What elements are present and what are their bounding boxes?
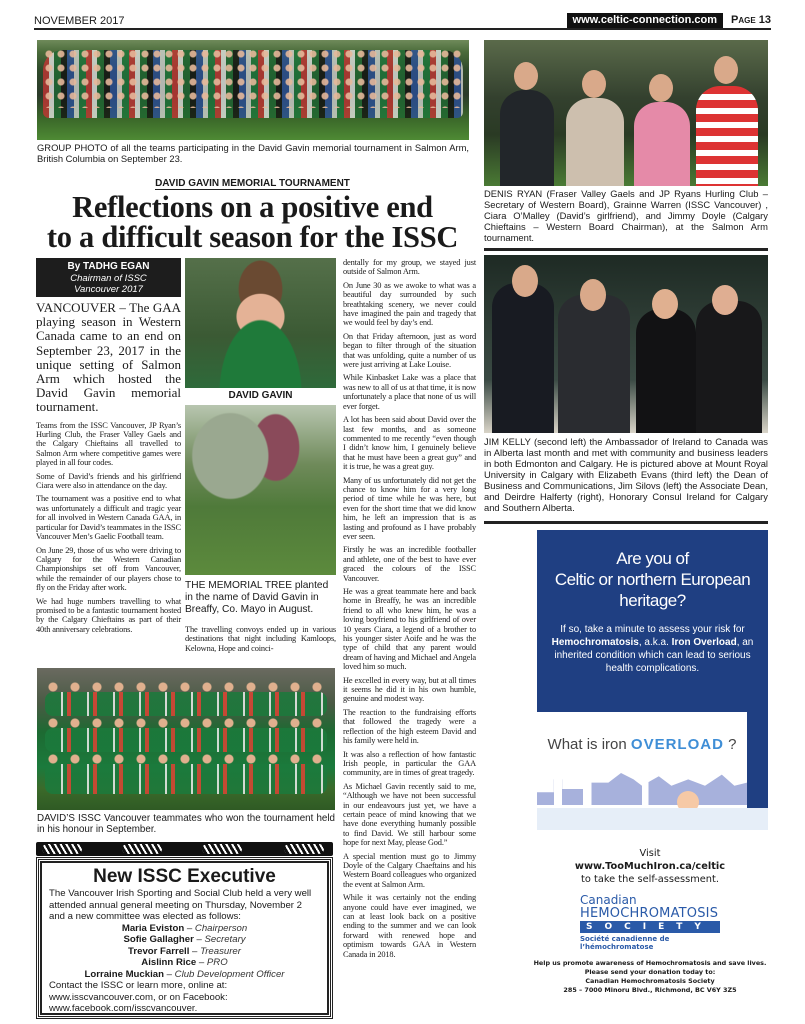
question-mark: ?	[728, 736, 737, 753]
issue-date: NOVEMBER 2017	[34, 15, 125, 27]
person-figure	[492, 283, 554, 433]
front-row-jerseys	[45, 764, 327, 794]
memorial-tree-photo	[185, 405, 336, 575]
visit-block	[530, 847, 770, 886]
article-paragraph: Firstly he was an incredible footballer and athlete, one of the best to have ever graced the colours of the ISSC Vancouver.	[343, 545, 476, 583]
advert-ground	[537, 808, 768, 830]
back-row-jerseys	[45, 692, 327, 716]
advert-text: , a.k.a.	[638, 637, 672, 648]
dash: –	[186, 922, 193, 934]
article-paragraph: While Kinbasket Lake was a place that was new to all of us at that time, it is now unfortunately a place that none of us will ever forget.	[343, 373, 476, 411]
celtic-knot-icon	[202, 844, 242, 854]
member-role: Treasurer	[200, 945, 241, 957]
article-paragraph: A lot has been said about David over the last few months, and as someone commented to me recently “even though I didn’t know him, I genuinely believe that he must have been a great guy” and it is true, he was a great guy.	[343, 415, 476, 472]
donation-line: Help us promote awareness of Hemochromatosis and save lives.	[533, 959, 767, 967]
member-role: Chairperson	[194, 922, 248, 934]
visit-post: to take the self-assessment.	[581, 874, 719, 885]
city-skyline-icon	[537, 773, 747, 805]
team-caption: DAVID’S ISSC Vancouver teammates who won the tournament held in his honour in September.	[37, 813, 335, 835]
four-people-photo	[484, 40, 768, 186]
page-number: Page 13	[731, 14, 771, 26]
byline-role: Vancouver 2017	[74, 284, 143, 295]
article-column-3	[343, 258, 476, 963]
article-column-1	[36, 301, 181, 638]
advert-body	[537, 623, 768, 675]
article-paragraph: He excelled in every way, but at all times it seems he did it in his own humble, genuine and modest way.	[343, 675, 476, 704]
person-head	[582, 70, 606, 98]
masthead	[34, 14, 771, 30]
member-role: Secretary	[204, 934, 246, 945]
article-paragraph: dentally for my group, we stayed just outside of Salmon Arm.	[343, 258, 476, 277]
executive-member	[49, 923, 320, 935]
dash: –	[166, 968, 172, 980]
heads-front-row	[47, 754, 325, 764]
advert-bold: Iron Overload	[671, 637, 737, 648]
executive-intro: The Vancouver Irish Sporting and Social Club held a very well attended annual general meeting on Thursday, November 2 and a new committee was elected as follows:	[49, 888, 312, 922]
donation-info	[530, 959, 770, 995]
logo-text: Société canadienne de l’hémochromatose	[580, 935, 670, 951]
person-head	[714, 56, 738, 84]
person-head	[712, 285, 738, 315]
person-head	[514, 62, 538, 90]
david-gavin-portrait	[185, 258, 336, 388]
dash: –	[192, 945, 198, 957]
four-people-caption: DENIS RYAN (Fraser Valley Gaels and JP Ryans Hurling Club – Secretary of Western Board), Grainne Warren (ISSC Vancouver) , Ciara O’Malley (David’s girlfriend), and Jimmy Doyle (Calgary Chieftains – Western Board Chairman), at the Salmon Arm tournament.	[484, 188, 768, 243]
article-paragraph: Many of us unfortunately did not get the chance to know him for a very long period of time while he was here, but even for the short time that we did know him, he left an impression that is as lasting and profound as I have probably ever seen.	[343, 475, 476, 541]
executive-title: New ISSC Executive	[93, 866, 276, 887]
article-paragraph: While it was certainly not the ending anyone could have ever imagined, we can at least look back on a positive ending to the summer and we can look forward with renewed hope and optimism towards GAA in Western Canada in 2018.	[343, 893, 476, 959]
article-paragraph: We had huge numbers travelling to what promised to be a fantastic tournament hosted by the Calgary Chieftains as part of their 40th anniversary celebrations.	[36, 596, 181, 634]
kicker-text: DAVID GAVIN MEMORIAL TOURNAMENT	[155, 178, 350, 189]
faces-graphic	[43, 48, 463, 108]
article-column-2	[185, 625, 336, 657]
logo-text: Canadian	[580, 893, 637, 907]
logo-text: HEMOCHROMATOSIS	[580, 906, 719, 921]
headline-line: Reflections on a positive end	[72, 190, 433, 224]
executive-member	[49, 969, 320, 981]
team-photo	[37, 668, 335, 810]
member-name: Trevor Farrell	[128, 945, 190, 957]
person-figure	[558, 295, 630, 433]
divider	[484, 248, 768, 251]
dash: –	[198, 957, 205, 968]
advert-footer	[530, 835, 770, 995]
article-paragraph: On June 29, those of us who were driving to Calgary for the Western Canadian Championships set off from Vancouver, while the remainder of our players chose to fly on the Friday after work.	[36, 545, 181, 593]
tree-caption: THE MEMORIAL TREE planted in the name of David Gavin in Breaffy, Co. Mayo in August.	[185, 580, 329, 615]
byline-box	[36, 258, 181, 297]
article-headline	[30, 192, 475, 252]
advert-headline-line: Celtic or northern European	[554, 570, 751, 589]
hemochromatosis-advert[interactable]	[537, 530, 768, 830]
person-figure	[696, 301, 762, 433]
heads-middle-row	[47, 718, 325, 728]
society-logo	[580, 894, 720, 951]
officials-caption: JIM KELLY (second left) the Ambassador of Ireland to Canada was in Alberta last month and met with community and business leaders in both Edmonton and Calgary. He is pictured above at Mount Royal University in Calgary with Elizabeth Evans (third left) the Dean of Business and Communications, Jim Silovs (left) the Associate Dean, and Deirdre Halferty (right), Honorary Consul Ireland for Calgary and Southern Alberta.	[484, 436, 768, 513]
celtic-knot-icon	[122, 844, 162, 854]
middle-row-jerseys	[45, 728, 327, 752]
article-paragraph: A special mention must go to Jimmy Doyle of the Calgary Chaeftains and his Western Board colleagues who organized the event at Salmon Arm.	[343, 851, 477, 889]
person-figure	[636, 309, 696, 433]
member-name: Lorraine Muckian	[84, 968, 164, 980]
donation-line: Canadian Hemochromatosis Society	[585, 977, 715, 985]
executive-member	[49, 934, 320, 946]
advert-url-link[interactable]: www.TooMuchIron.ca/celtic	[574, 861, 726, 872]
article-paragraph: The tournament was a positive end to what was unfortunately a difficult and tragic year for all involved in Western Canada GAA, in particular for David’s teammates in the ISSC Vancouver Men’s Gaelic Football team.	[36, 494, 181, 542]
executive-member	[49, 957, 320, 969]
advert-headline-line: heritage?	[619, 591, 686, 610]
member-role: PRO	[206, 957, 228, 968]
logo-text: SOCIETY	[580, 921, 720, 933]
celtic-knot-icon	[284, 844, 324, 854]
advert-text: , an inherited condition which can lead to serious health complications.	[554, 637, 754, 674]
article-paragraph: Teams from the ISSC Vancouver, JP Ryan’s Hurling Club, the Fraser Valley Gaels and the Calgary Chieftains all travelled to Salmon Arm where competitive games were played in all four codes.	[36, 420, 181, 468]
person-figure	[500, 90, 554, 186]
byline-role: Chairman of ISSC	[70, 272, 147, 284]
celtic-knot-icon	[42, 844, 82, 854]
headline-line: to a difficult season for the ISSC	[46, 220, 459, 254]
member-name: Aislinn Rice	[141, 957, 197, 968]
person-figure	[696, 86, 758, 186]
donation-line: Please send your donation today to:	[584, 968, 716, 976]
article-paragraph: Some of David’s friends and his girlfriend Ciara were also in attendance on the day.	[36, 471, 181, 491]
heads-back-row	[47, 682, 325, 692]
article-paragraph: He was a great teammate here and back home in Breaffy, he was an incredible friend to all who knew him, he was a loving boyfriend to his girlfriend of over 10 years Ciara, a legend of a brother to his younger sister Aoife and he was the type of child that any parent would dream of having and Michael and Angela loved him so much.	[343, 587, 476, 672]
executive-contact[interactable]: Contact the ISSC or learn more, online at: www.isscvancouver.com, or on Facebook: www.facebook.com/isscvancouver.	[49, 980, 228, 1014]
question-text: What is iron	[547, 736, 627, 753]
article-kicker	[40, 178, 465, 189]
group-photo	[37, 40, 469, 140]
person-figure	[566, 98, 624, 186]
article-paragraph: As Michael Gavin recently said to me, “Although we have not been successful in our endeavours just yet, we have a certain peace of mind knowing that we have done everything humanly possible to find David. We still harbour some hope for next May, please God.”	[343, 781, 476, 848]
article-lead: VANCOUVER – The GAA playing season in Western Canada came to an end on September 23, 2017 in the unique setting of Salmon Arm which hosted the David Gavin memorial tournament.	[36, 300, 181, 415]
member-name: Sofie Gallagher	[123, 934, 194, 945]
advert-question	[537, 736, 747, 753]
dash: –	[196, 934, 202, 945]
donation-address: 285 – 7000 Minoru Blvd., Richmond, BC V6Y 3Z5	[563, 986, 737, 994]
member-name: Maria Eviston	[121, 922, 185, 934]
portrait-label: DAVID GAVIN	[228, 390, 293, 401]
person-head	[580, 279, 606, 311]
person-head	[512, 265, 538, 297]
celtic-knot-border	[36, 842, 333, 856]
member-role: Club Development Officer	[174, 968, 285, 980]
advert-headline-line: Are you of	[616, 549, 689, 568]
article-paragraph: The reaction to the fundraising efforts that followed the tragedy were a reflection of the high esteem David and his family were held in.	[343, 707, 476, 746]
advert-bold: Hemochromatosis	[551, 637, 639, 648]
person-figure	[634, 102, 690, 186]
person-head	[652, 289, 678, 319]
byline-name: By TADHG EGAN	[67, 261, 150, 272]
officials-photo	[484, 255, 768, 433]
person-head	[649, 74, 673, 102]
article-paragraph: On that Friday afternoon, just as word began to filter through of the situation that was unfolding, quite a number of us were just arriving at Lake Louise.	[343, 331, 476, 370]
website-link[interactable]: www.celtic-connection.com	[567, 13, 723, 28]
question-highlight: OVERLOAD	[630, 736, 724, 753]
divider	[484, 521, 768, 524]
advert-text: If so, take a minute to assess your risk for	[560, 624, 745, 635]
executive-member	[49, 946, 320, 958]
visit-label: Visit	[639, 848, 661, 859]
article-paragraph: On June 30 as we awoke to what was a beautiful day surrounded by such breathtaking scenery, we never could have imagined the pain and tragedy that we would feel by day’s end.	[343, 280, 476, 328]
article-paragraph: The travelling convoys ended up in various destinations that night including Kamloops, Kelowna, Hope and coinci-	[185, 625, 336, 653]
group-photo-caption: GROUP PHOTO of all the teams participating in the David Gavin memorial tournament in Salmon Arm, British Columbia on September 23.	[37, 142, 469, 164]
advert-headline	[537, 548, 768, 611]
article-paragraph: It was also a reflection of how fantastic Irish people, in particular the GAA community, are in times of great tragedy.	[343, 749, 476, 778]
new-executive-box	[36, 857, 333, 1019]
